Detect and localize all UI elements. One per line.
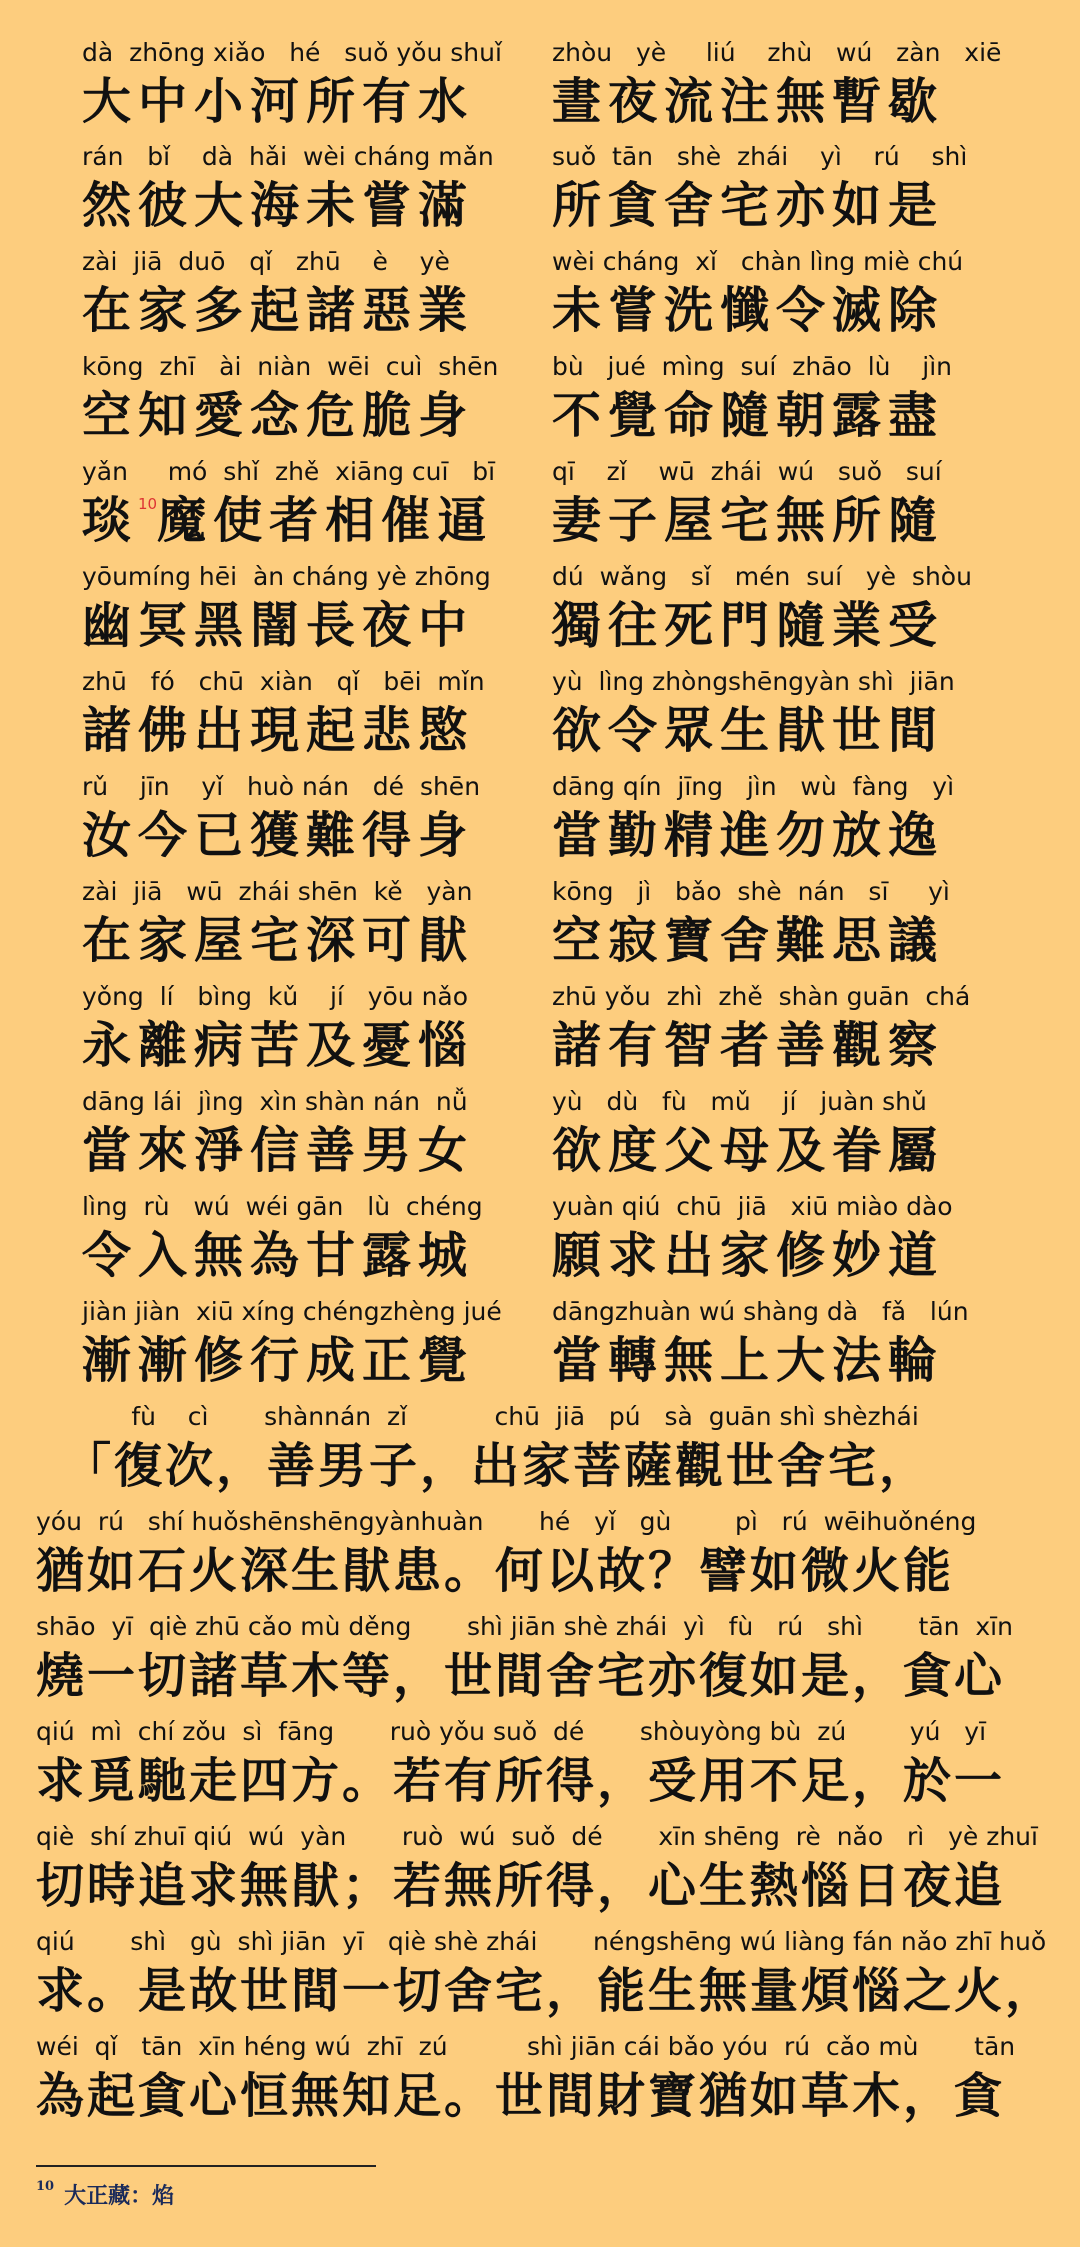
- verse-line: [0, 875, 1080, 979]
- footnote: [36, 2176, 174, 2216]
- pinyin-text: kōng zhī ài niàn wēi cuì shēn: [82, 352, 499, 381]
- chinese-text: 切時追求無猒；若無所得，心生熱惱日夜追: [36, 1858, 1006, 1914]
- verse-line: [0, 665, 1080, 769]
- pinyin-text: wèi cháng xǐ chàn lìng miè chú: [552, 247, 964, 276]
- chinese-text: 所貪舍宅亦如是: [552, 177, 945, 234]
- verse-line: [0, 245, 1080, 349]
- pinyin-text: qiú mì chí zǒu sì fāng ruò yǒu suǒ dé shòuyòng bù zú yú yī: [36, 1717, 987, 1746]
- chinese-text-rest: 魔使者相催逼: [157, 492, 494, 549]
- verse-line: [0, 1295, 1080, 1399]
- pinyin-text: yóu rú shí huǒshēnshēngyànhuàn hé yǐ gù pì rú wēihuǒnéng: [36, 1507, 977, 1536]
- verse-line: [0, 560, 1080, 664]
- prose-line: [36, 2030, 1046, 2134]
- pinyin-text: fù cì shànnán zǐ chū jiā pú sà guān shì shèzhái: [36, 1402, 919, 1431]
- pinyin-text: rǔ jīn yǐ huò nán dé shēn: [82, 772, 481, 801]
- verse-right: [552, 245, 1022, 349]
- verse-left: [82, 1085, 552, 1189]
- chinese-text: 欲度父母及眷屬: [552, 1122, 945, 1179]
- pinyin-text: wéi qǐ tān xīn héng wú zhī zú shì jiān cái bǎo yóu rú cǎo mù tān: [36, 2032, 1016, 2061]
- pinyin-text: yǎn mó shǐ zhě xiāng cuī bī: [82, 457, 496, 486]
- pinyin-text: dāng lái jìng xìn shàn nán nǚ: [82, 1087, 468, 1116]
- prose-line: [36, 1715, 1046, 1819]
- verse-right: [552, 560, 1022, 664]
- chinese-text: 諸有智者善觀察: [552, 1017, 945, 1074]
- verse-right: [552, 455, 1022, 559]
- footnote-number: 10: [36, 2179, 55, 2194]
- pinyin-text: yù dù fù mǔ jí juàn shǔ: [552, 1087, 927, 1116]
- pinyin-text: yǒng lí bìng kǔ jí yōu nǎo: [82, 982, 469, 1011]
- verse-line: [0, 350, 1080, 454]
- verse-left: [82, 140, 552, 244]
- chinese-text: [82, 489, 552, 553]
- pinyin-text: lìng rù wú wéi gān lù chéng: [82, 1192, 483, 1221]
- pinyin-text: zài jiā wū zhái shēn kě yàn: [82, 877, 473, 906]
- verse-line: [0, 455, 1080, 559]
- chinese-text: 妻子屋宅無所隨: [552, 492, 945, 549]
- verse-right: [552, 350, 1022, 454]
- verse-left: [82, 36, 552, 140]
- verse-left: [82, 980, 552, 1084]
- footnote-marker: 10: [138, 495, 158, 513]
- chinese-text: 空寂寶舍難思議: [552, 912, 945, 969]
- prose-line: [36, 1505, 1046, 1609]
- chinese-text: 大中小河所有水: [82, 73, 475, 130]
- chinese-char: 琰: [82, 492, 139, 549]
- verse-left: [82, 245, 552, 349]
- verse-left: [82, 560, 552, 664]
- verse-line: [0, 36, 1080, 140]
- chinese-text: 當勤精進勿放逸: [552, 807, 945, 864]
- prose-line: [36, 1925, 1057, 2029]
- chinese-text: 當轉無上大法輪: [552, 1332, 945, 1389]
- chinese-text: 諸佛出現起悲愍: [82, 702, 475, 759]
- pinyin-text: qī zǐ wū zhái wú suǒ suí: [552, 457, 942, 486]
- chinese-text: 汝今已獲難得身: [82, 807, 475, 864]
- pinyin-text: dāng qín jīng jìn wù fàng yì: [552, 772, 955, 801]
- chinese-text: 獨往死門隨業受: [552, 597, 945, 654]
- pinyin-text: zài jiā duō qǐ zhū è yè: [82, 247, 450, 276]
- verse-right: [552, 1295, 1022, 1399]
- chinese-text: 永離病苦及憂惱: [82, 1017, 475, 1074]
- pinyin-text: yōumíng hēi àn cháng yè zhōng: [82, 562, 491, 591]
- pinyin-text: dú wǎng sǐ mén suí yè shòu: [552, 562, 972, 591]
- verse-line: [0, 1085, 1080, 1189]
- pinyin-text: yuàn qiú chū jiā xiū miào dào: [552, 1192, 953, 1221]
- verse-left: [82, 1295, 552, 1399]
- pinyin-text: bù jué mìng suí zhāo lù jìn: [552, 352, 953, 381]
- verse-right: [552, 875, 1022, 979]
- pinyin-text: qiè shí zhuī qiú wú yàn ruò wú suǒ dé xīn shēng rè nǎo rì yè zhuī: [36, 1822, 1038, 1851]
- verse-right: [552, 140, 1022, 244]
- verse-line: [0, 140, 1080, 244]
- verse-right: [552, 1190, 1022, 1294]
- pinyin-text: dà zhōng xiǎo hé suǒ yǒu shuǐ: [82, 38, 502, 67]
- pinyin-text: rán bǐ dà hǎi wèi cháng mǎn: [82, 142, 494, 171]
- chinese-text: 在家屋宅深可猒: [82, 912, 475, 969]
- chinese-text: 不覺命隨朝露盡: [552, 387, 945, 444]
- chinese-text: 「復次，善男子，出家菩薩觀世舍宅，: [36, 1438, 931, 1494]
- verse-left: [82, 665, 552, 769]
- verse-right: [552, 36, 1022, 140]
- prose-line: [36, 1400, 1046, 1504]
- chinese-text: 欲令眾生猒世間: [552, 702, 945, 759]
- chinese-text: 猶如石火深生猒患。何以故？譬如微火能: [36, 1543, 955, 1599]
- chinese-text: 在家多起諸惡業: [82, 282, 475, 339]
- pinyin-text: qiú shì gù shì jiān yī qiè shè zhái néngshēng wú liàng fán nǎo zhī huǒ: [36, 1927, 1047, 1956]
- verse-line: [0, 1190, 1080, 1294]
- verse-left: [82, 455, 552, 559]
- prose-line: [36, 1610, 1046, 1714]
- pinyin-text: zhū yǒu zhì zhě shàn guān chá: [552, 982, 971, 1011]
- verse-right: [552, 980, 1022, 1084]
- chinese-text: 為起貪心恒無知足。世間財寶猶如草木，貪: [36, 2068, 1006, 2124]
- verse-left: [82, 350, 552, 454]
- chinese-text: 空知愛念危脆身: [82, 387, 475, 444]
- pinyin-text: yù lìng zhòngshēngyàn shì jiān: [552, 667, 955, 696]
- verse-left: [82, 875, 552, 979]
- verse-right: [552, 665, 1022, 769]
- footnote-text: 大正藏：焰: [64, 2183, 175, 2209]
- chinese-text: 令入無為甘露城: [82, 1227, 475, 1284]
- footnote-divider: [36, 2165, 376, 2167]
- pinyin-text: jiàn jiàn xiū xíng chéngzhèng jué: [82, 1297, 502, 1326]
- verse-line: [0, 980, 1080, 1084]
- chinese-text: 漸漸修行成正覺: [82, 1332, 475, 1389]
- verse-right: [552, 770, 1022, 874]
- chinese-text: 晝夜流注無暫歇: [552, 73, 945, 130]
- chinese-text: 然彼大海未嘗滿: [82, 177, 475, 234]
- chinese-text: 未嘗洗懺令滅除: [552, 282, 945, 339]
- chinese-text: 當來淨信善男女: [82, 1122, 475, 1179]
- pinyin-text: zhòu yè liú zhù wú zàn xiē: [552, 38, 1002, 67]
- verse-right: [552, 1085, 1022, 1189]
- pinyin-text: shāo yī qiè zhū cǎo mù děng shì jiān shè zhái yì fù rú shì tān xīn: [36, 1612, 1013, 1641]
- pinyin-text: kōng jì bǎo shè nán sī yì: [552, 877, 950, 906]
- pinyin-text: zhū fó chū xiàn qǐ bēi mǐn: [82, 667, 485, 696]
- chinese-text: 求。是故世間一切舍宅，能生無量煩惱之火，: [36, 1963, 1057, 2019]
- pinyin-text: dāngzhuàn wú shàng dà fǎ lún: [552, 1297, 969, 1326]
- chinese-text: 幽冥黑闇長夜中: [82, 597, 475, 654]
- chinese-text: 願求出家修妙道: [552, 1227, 945, 1284]
- prose-line: [36, 1820, 1046, 1924]
- pinyin-text: suǒ tān shè zhái yì rú shì: [552, 142, 968, 171]
- chinese-text: 燒一切諸草木等，世間舍宅亦復如是，貪心: [36, 1648, 1006, 1704]
- chinese-text: 求覓馳走四方。若有所得，受用不足，於一: [36, 1753, 1006, 1809]
- verse-left: [82, 770, 552, 874]
- verse-left: [82, 1190, 552, 1294]
- verse-line: [0, 770, 1080, 874]
